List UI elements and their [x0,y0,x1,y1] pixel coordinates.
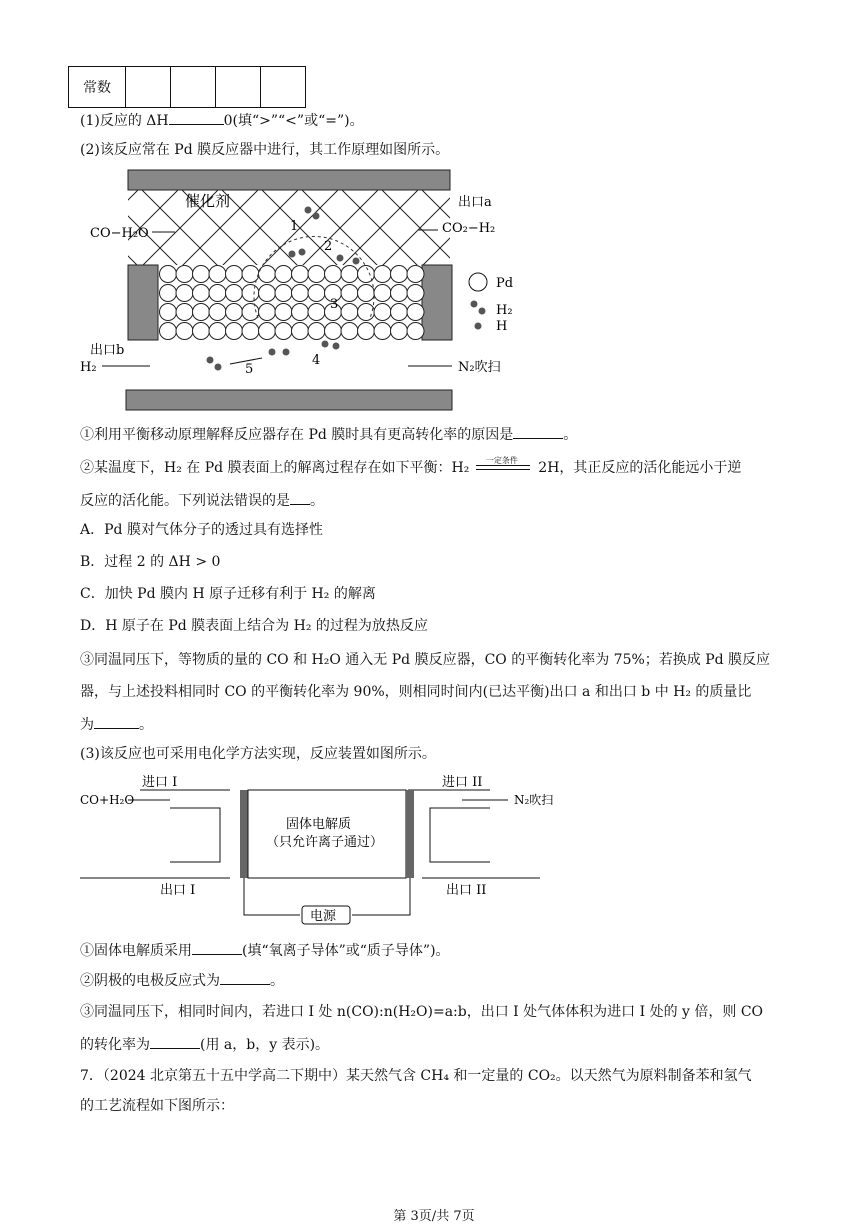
pd-atom [341,323,358,340]
option-b: B．过程 2 的 ΔH > 0 [80,554,221,570]
sub-question-3: ③同温同压下，等物质的量的 CO 和 H₂O 通入无 Pd 膜反应器，CO 的平衡转化率为 75%；若换成 Pd 膜反应 [80,652,771,668]
pd-atom [209,323,226,340]
answer-blank[interactable] [94,714,139,729]
electrolyte-label: 固体电解质 [286,817,352,832]
sub-question-2-cont: 反应的活化能。下列说法错误的是 。 [80,490,324,511]
option-c: C．加快 Pd 膜内 H 原子迁移有利于 H₂ 的解离 [80,586,376,602]
answer-blank[interactable] [290,490,310,505]
step-2-label: 2 [324,239,333,254]
pd-atom [341,266,358,283]
answer-blank[interactable] [192,940,242,955]
h2-molecule-icon [207,357,214,364]
pd-atom [292,323,309,340]
pd-atom [226,285,243,302]
table-cell [216,67,261,108]
sub-question-2: ②某温度下，H₂ 在 Pd 膜表面上的解离过程存在如下平衡：H₂ 一定条件 2H，其正反应的活化能远小于逆 [80,456,742,476]
legend-h-label: H [496,319,508,334]
outlet-2-label: 出口 II [446,883,487,898]
h-atom-icon [322,341,329,348]
pd-atom [341,285,358,302]
pd-atom [358,323,375,340]
legend-pd-label: Pd [496,276,514,291]
inlet-2-label: 进口 II [442,775,483,790]
inlet-label: CO−H₂O [90,226,149,241]
step-1-label: 1 [290,219,299,234]
pd-atom [308,266,325,283]
pd-atom [209,304,226,321]
right-seal [422,265,452,340]
pd-atom [193,285,210,302]
pd-atom [209,285,226,302]
pd-atom [193,304,210,321]
electro-question-1: ①固体电解质采用 (填“氧离子导体”或“质子导体”)。 [80,940,450,961]
electrolyte-box [248,790,406,878]
answer-blank[interactable] [169,110,224,125]
pd-atom [160,285,177,302]
pd-atom [308,285,325,302]
legend-pd-icon [469,273,487,291]
pd-atom [176,323,193,340]
electrolyte-note: （只允许离子通过） [266,835,384,850]
pd-atom [160,323,177,340]
sub-question-3-cont: 器，与上述投料相同时 CO 的平衡转化率为 90%，则相同时间内(已达平衡)出口 a 和出口 b 中 H₂ 的质量比 [80,684,752,700]
pd-atom [193,266,210,283]
pd-atom [341,304,358,321]
power-label: 电源 [310,909,337,924]
pd-atom [391,285,408,302]
pd-atom [407,304,424,321]
n2-label: N₂吹扫 [458,360,501,375]
legend-h2-label: H₂ [496,303,513,318]
pd-atom [275,323,292,340]
legend-h-icon [475,323,482,330]
question-2: (2)该反应常在 Pd 膜反应器中进行，其工作原理如图所示。 [80,142,450,158]
pd-atom [292,285,309,302]
pd-reactor-figure [80,168,520,413]
pd-atom [391,304,408,321]
table-cell [261,67,306,108]
pd-atom [275,266,292,283]
pd-atom [176,304,193,321]
left-electrode [240,790,248,878]
pd-atom [358,304,375,321]
pd-atom [242,285,259,302]
outlet-b-label: 出口b [90,343,125,358]
constant-table [68,66,306,108]
pd-atom [374,323,391,340]
pd-atom [259,304,276,321]
electro-question-3: ③同温同压下，相同时间内，若进口 I 处 n(CO):n(H₂O)=a:b，出口 I 处气体体积为进口 I 处的 y 倍，则 CO [80,1004,764,1020]
pd-atom [259,285,276,302]
h2-out-label: H₂ [80,360,97,375]
pd-atom [259,266,276,283]
equilibrium-arrow: 一定条件 [474,461,534,475]
pd-atom [374,285,391,302]
table-label: 常数 [69,67,126,108]
h-atom-icon [269,349,276,356]
n2-feed-label: N₂吹扫 [514,793,554,807]
h-atom-icon [289,251,296,258]
pd-atom [176,285,193,302]
pd-atom [160,304,177,321]
electro-question-3-cont: 的转化率为 (用 a，b，y 表示)。 [80,1034,329,1055]
pd-atom [209,266,226,283]
pd-atom [325,323,342,340]
inlet-1-label: 进口 I [142,775,178,790]
question-7: 7．（2024 北京第五十五中学高二下期中）某天然气含 CH₄ 和一定量的 CO₂。以天然气为原料制备苯和氢气 [80,1068,752,1084]
electrochem-figure [80,770,590,930]
left-channel [170,808,220,862]
legend-h2-icon [479,308,486,315]
question-7-cont: 的工艺流程如下图所示： [80,1098,234,1114]
pd-atom [176,266,193,283]
sub-question-1: ①利用平衡移动原理解释反应器存在 Pd 膜时具有更高转化率的原因是 。 [80,424,577,445]
pd-atom [308,304,325,321]
pd-atom [374,266,391,283]
pd-atom [358,285,375,302]
outlet-a-label: 出口a [458,195,492,210]
right-electrode [406,790,414,878]
option-a: A．Pd 膜对气体分子的透过具有选择性 [80,522,323,538]
answer-blank[interactable] [513,424,563,439]
bottom-wall [126,390,452,410]
pd-atom [226,323,243,340]
top-wall [128,170,450,190]
pd-atom [275,304,292,321]
catalyst-label: 催化剂 [185,192,231,210]
step-5-label: 5 [245,362,254,377]
pd-atom [292,304,309,321]
pd-atom [226,304,243,321]
h2-molecule-icon [305,207,312,214]
pd-atom [407,266,424,283]
pd-atom [407,285,424,302]
legend-h2-icon [471,301,478,308]
h2-molecule-icon [215,364,222,371]
option-d: D．H 原子在 Pd 膜表面上结合为 H₂ 的过程为放热反应 [80,618,428,634]
table-cell [171,67,216,108]
h2-molecule-icon [313,213,320,220]
table-cell [126,67,171,108]
step-3-label: 3 [330,297,339,312]
h-atom-icon [333,343,340,350]
pd-atom [391,323,408,340]
pd-atom [259,323,276,340]
pd-atom [374,304,391,321]
pd-atom [391,266,408,283]
outlet-gas-label: CO₂−H₂ [442,221,496,236]
pd-atom [226,266,243,283]
answer-blank[interactable] [220,970,270,985]
step-4-label: 4 [312,353,321,368]
pd-atom [275,285,292,302]
sub-question-3-end: 为 。 [80,714,153,735]
question-1: (1)反应的 ΔH 0(填“>”“<”或“=”)。 [80,110,364,131]
pd-atom [325,266,342,283]
pd-atom [160,266,177,283]
h-atom-icon [299,249,306,256]
outlet-1-label: 出口 I [160,883,196,898]
pd-atom [407,323,424,340]
h-atom-icon [337,255,344,262]
h-atom-icon [353,258,360,265]
pd-atom [308,323,325,340]
left-seal [128,265,158,340]
right-channel [430,808,490,862]
feed-label: CO+H₂O [80,793,135,807]
pd-atom [242,323,259,340]
answer-blank[interactable] [150,1034,200,1049]
pd-atom [193,323,210,340]
electro-question-2: ②阴极的电极反应式为 。 [80,970,284,991]
question-3: (3)该反应也可采用电化学方法实现，反应装置如图所示。 [80,746,436,762]
h-atom-icon [283,349,290,356]
pd-atom [292,266,309,283]
page-footer: 第 3页/共 7页 [393,1209,475,1224]
pd-membrane [160,266,425,340]
